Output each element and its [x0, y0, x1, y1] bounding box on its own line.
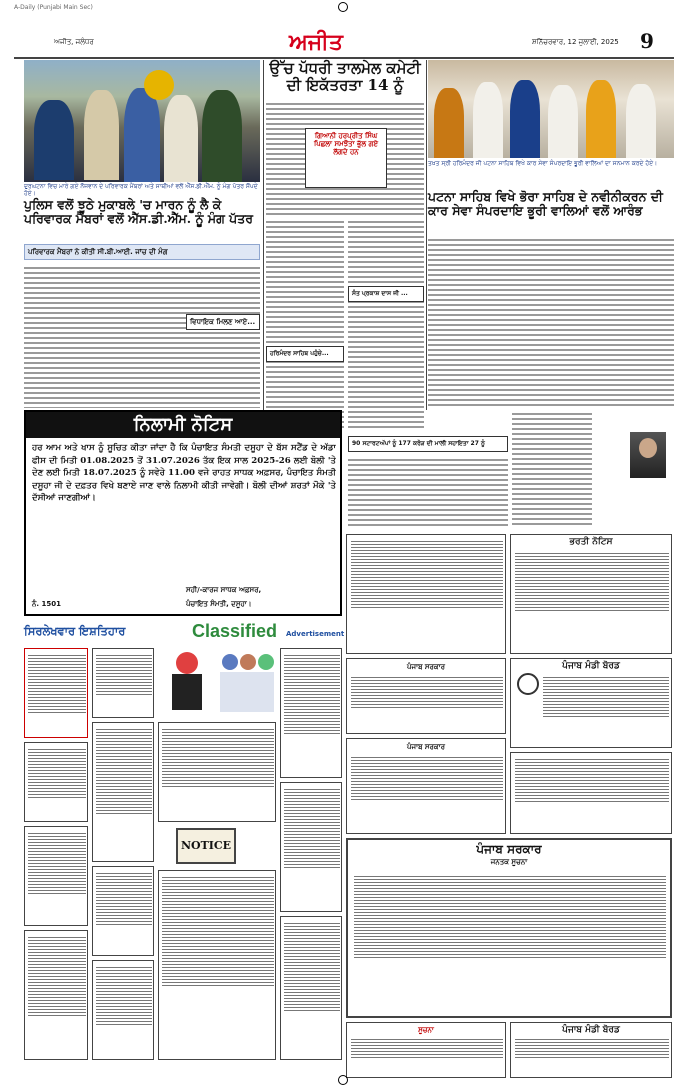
- right-body-2: [512, 410, 592, 528]
- left-inset-text: ਵਿਧਾਇਕ ਮਿਲਣ ਆਏ...: [190, 318, 256, 326]
- classified-col-4: [280, 648, 342, 1068]
- print-slug: A-Daily (Punjabi Main Sec): [14, 4, 93, 11]
- classified-illustration-1: [158, 648, 214, 718]
- right-headline: ਪਟਨਾ ਸਾਹਿਬ ਵਿਖੇ ਭੋਰਾ ਸਾਹਿਬ ਦੇ ਨਵੀਨੀਕਰਨ ਦੀ ਕਾਰ ਸੇਵਾ ਸੰਪਰਦਾਇ ਭੂਰੀ ਵਾਲਿਆਂ ਵਲੋਂ ਆਰੰਭ: [428, 189, 663, 218]
- classified-col-3: [158, 648, 276, 1068]
- center-pullquote: [305, 128, 387, 188]
- masthead: ਅਜੀਤ: [289, 29, 343, 55]
- center-inset-1: [266, 346, 344, 362]
- tender-punjab-sarkar: ਪੰਜਾਬ ਸਰਕਾਰ: [476, 842, 542, 856]
- auction-body: ਹਰ ਆਮ ਅਤੇ ਖਾਸ ਨੂੰ ਸੂਚਿਤ ਕੀਤਾ ਜਾਂਦਾ ਹੈ ਕਿ ਪੰਚਾਇਤ ਸੰਮਤੀ ਦਸੂਹਾ ਦੇ ਬੱਸ ਸਟੈਂਡ ਦੇ ਅੱਡਾ ਫੀਸ ਦੀ ਮਿਤੀ 01.08.2025 ਤੋਂ 31.07.2026 ਤੱਕ ਇਕ ਸਾਲ 2025-26 ਲਈ ਬੋਲੀ 'ਤੇ ਦੇਣ ਲਈ ਮਿਤੀ 18.07.2025 ਨੂੰ ਸਵੇਰੇ 11.00 ਵਜੇ ਰਾਹਤ ਸਾਧਕ ਅਫ਼ਸਰ, ਪੰਚਾਇਤ ਸੰਮਤੀ ਦਸੂਹਾ ਜੀ ਦੇ ਦਫ਼ਤਰ ਵਿਖੇ ਬਣਾਏ ਜਾਣ ਵਾਲੇ ਨਿਲਾਮੀ ਕੀਤੀ ਜਾਵੇਗੀ। ਬੋਲੀ ਦੀਆਂ ਸ਼ਰਤਾਂ ਮੌਕੇ 'ਤੇ ਦੱਸੀਆਂ ਜਾਣਗੀਆਂ।: [32, 443, 336, 503]
- suchna-title: ਸੂਚਨਾ: [418, 1025, 434, 1034]
- center-inset-2: [348, 286, 424, 302]
- tender-notice: [346, 838, 672, 1018]
- mandi-board-notice-2: [510, 1022, 672, 1078]
- classified-header: [24, 621, 345, 646]
- notice-tag: NOTICE: [180, 839, 232, 852]
- page-header: [14, 30, 674, 56]
- tender-title: ਜਨਤਕ ਸੂਚਨਾ: [490, 857, 528, 867]
- portrait-photo: [630, 432, 666, 478]
- auction-notice: [24, 410, 342, 616]
- mandi-board-1-title: ਪੰਜਾਬ ਮੰਡੀ ਬੋਰਡ: [562, 661, 620, 671]
- center-body-3: [348, 218, 424, 428]
- column-rule-2: [426, 60, 427, 410]
- left-inset-box: [186, 314, 260, 330]
- center-body-2: [266, 218, 344, 428]
- protest-photo: [24, 60, 260, 182]
- govt-notice-right-2: [510, 752, 672, 834]
- center-inset-2-text: ਸੰਤ ਪ੍ਰਕਾਸ਼ ਦਾਸ ਜੀ ...: [352, 290, 408, 297]
- classified-label-en: Classified: [192, 621, 278, 641]
- center-headline: ਉੱਚ ਪੱਧਰੀ ਤਾਲਮੇਲ ਕਮੇਟੀ ਦੀ ਇਕੱਤਰਤਾ 14 ਨੂੰ: [269, 59, 421, 94]
- mandi-board-notice-1: [510, 658, 672, 748]
- bharti-notice: [510, 534, 672, 654]
- center-body-4: [348, 456, 508, 528]
- mandi-board-2-title: ਪੰਜਾਬ ਮੰਡੀ ਬੋਰਡ: [562, 1025, 620, 1035]
- bharti-title: ਭਰਤੀ ਨੋਟਿਸ: [569, 537, 613, 547]
- classified-label-ad: Advertisement: [286, 630, 345, 638]
- auction-sign-role: ਸਹੀ/-ਕਾਰਜ ਸਾਧਕ ਅਫ਼ਸਰ,: [186, 586, 262, 594]
- page-number: 9: [640, 29, 654, 53]
- punjab-sarkar-notice-2: [346, 738, 506, 834]
- govt-notice-1: [346, 534, 506, 654]
- center-inset-1-text: ਹਰਿਮੰਦਰ ਸਾਹਿਬ ਪਹੁੰਚੇ...: [270, 350, 329, 357]
- left-subhead-text: ਪਰਿਵਾਰਕ ਮੈਂਬਰਾਂ ਨੇ ਕੀਤੀ ਸੀ.ਬੀ.ਆਈ. ਜਾਂਚ ਦੀ ਮੰਗ: [28, 248, 168, 256]
- left-subhead: [24, 244, 260, 260]
- classified-col-1: [24, 648, 88, 1068]
- paper-city: ਅਜੀਤ, ਜਲੰਧਰ: [54, 38, 94, 46]
- punjab-sarkar-1-title: ਪੰਜਾਬ ਸਰਕਾਰ: [406, 662, 445, 671]
- auction-title: ਨਿਲਾਮੀ ਨੋਟਿਸ: [133, 414, 233, 435]
- left-headline: ਪੁਲਿਸ ਵਲੋਂ ਝੂਠੇ ਮੁਕਾਬਲੇ 'ਚ ਮਾਰਨ ਨੂੰ ਲੈ ਕੇ ਪਰਿਵਾਰਕ ਮੈਂਬਰਾਂ ਵਲੋਂ ਐੱਸ.ਡੀ.ਐੱਮ. ਨੂੰ ਮੰਗ ਪੱਤਰ: [24, 197, 253, 226]
- left-body: [24, 264, 260, 408]
- punjab-sarkar-2-title: ਪੰਜਾਬ ਸਰਕਾਰ: [406, 742, 445, 751]
- patna-sahib-photo: [428, 60, 674, 158]
- mandi-board-logo: [517, 673, 539, 695]
- header-date: ਸ਼ਨਿੱਚਰਵਾਰ, 12 ਜੁਲਾਈ, 2025: [532, 38, 619, 46]
- right-body: [428, 236, 674, 406]
- protest-photo-caption: ਦੁਰਘਟਨਾ ਵਿਚ ਮਾਰੇ ਗਏ ਨੌਜਵਾਨ ਦੇ ਪਰਿਵਾਰਕ ਮੈਂਬਰਾਂ ਅਤੇ ਸਾਥੀਆਂ ਵਲੋਂ ਐੱਸ.ਡੀ.ਐੱਮ. ਨੂੰ ਮੰਗ ਪੱਤਰ ਸੌਂਪਦੇ ਹੋਏ।: [24, 183, 258, 197]
- suchna-notice: [346, 1022, 506, 1078]
- punjab-sarkar-notice-1: [346, 658, 506, 734]
- column-rule-1: [263, 60, 264, 410]
- classified-illustration-2: [218, 648, 276, 718]
- classified-label-pa: ਸਿਰਲੇਖਵਾਰ ਇਸ਼ਤਿਹਾਰ: [24, 624, 126, 638]
- crop-mark-top: [338, 2, 348, 12]
- startup-highlight: [348, 436, 508, 452]
- startup-highlight-text: 90 ਸਟਾਰਟਅੱਪਾਂ ਨੂੰ 177 ਕਰੋੜ ਦੀ ਮਾਲੀ ਸਹਾਇਤਾ 27 ਨੂੰ: [352, 440, 485, 447]
- classified-col-2: [92, 648, 154, 1068]
- notice-tag-box: [176, 828, 236, 864]
- center-pullquote-text: ਗਿਆਨੀ ਹਰਪ੍ਰੀਤ ਸਿੰਘ ਪਿਛਲਾ ਸਮਝੌਤਾ ਭੁੱਲ ਗਏ ਲੱਗਦੇ ਹਨ: [313, 132, 379, 156]
- patna-photo-caption: ਤਖ਼ਤ ਸ੍ਰੀ ਹਰਿਮੰਦਰ ਜੀ ਪਟਨਾ ਸਾਹਿਬ ਵਿਖੇ ਕਾਰ ਸੇਵਾ ਸੰਪਰਦਾਇ ਭੂਰੀ ਵਾਲਿਆਂ ਦਾ ਸਨਮਾਨ ਕਰਦੇ ਹੋਏ।: [428, 160, 658, 167]
- auction-ref: ਨੰ. 1501: [32, 600, 61, 608]
- auction-sign-office: ਪੰਚਾਇਤ ਸੰਮਤੀ, ਦਸੂਹਾ।: [186, 600, 252, 608]
- crop-mark-bottom: [338, 1075, 348, 1085]
- auction-title-bar: [26, 412, 340, 438]
